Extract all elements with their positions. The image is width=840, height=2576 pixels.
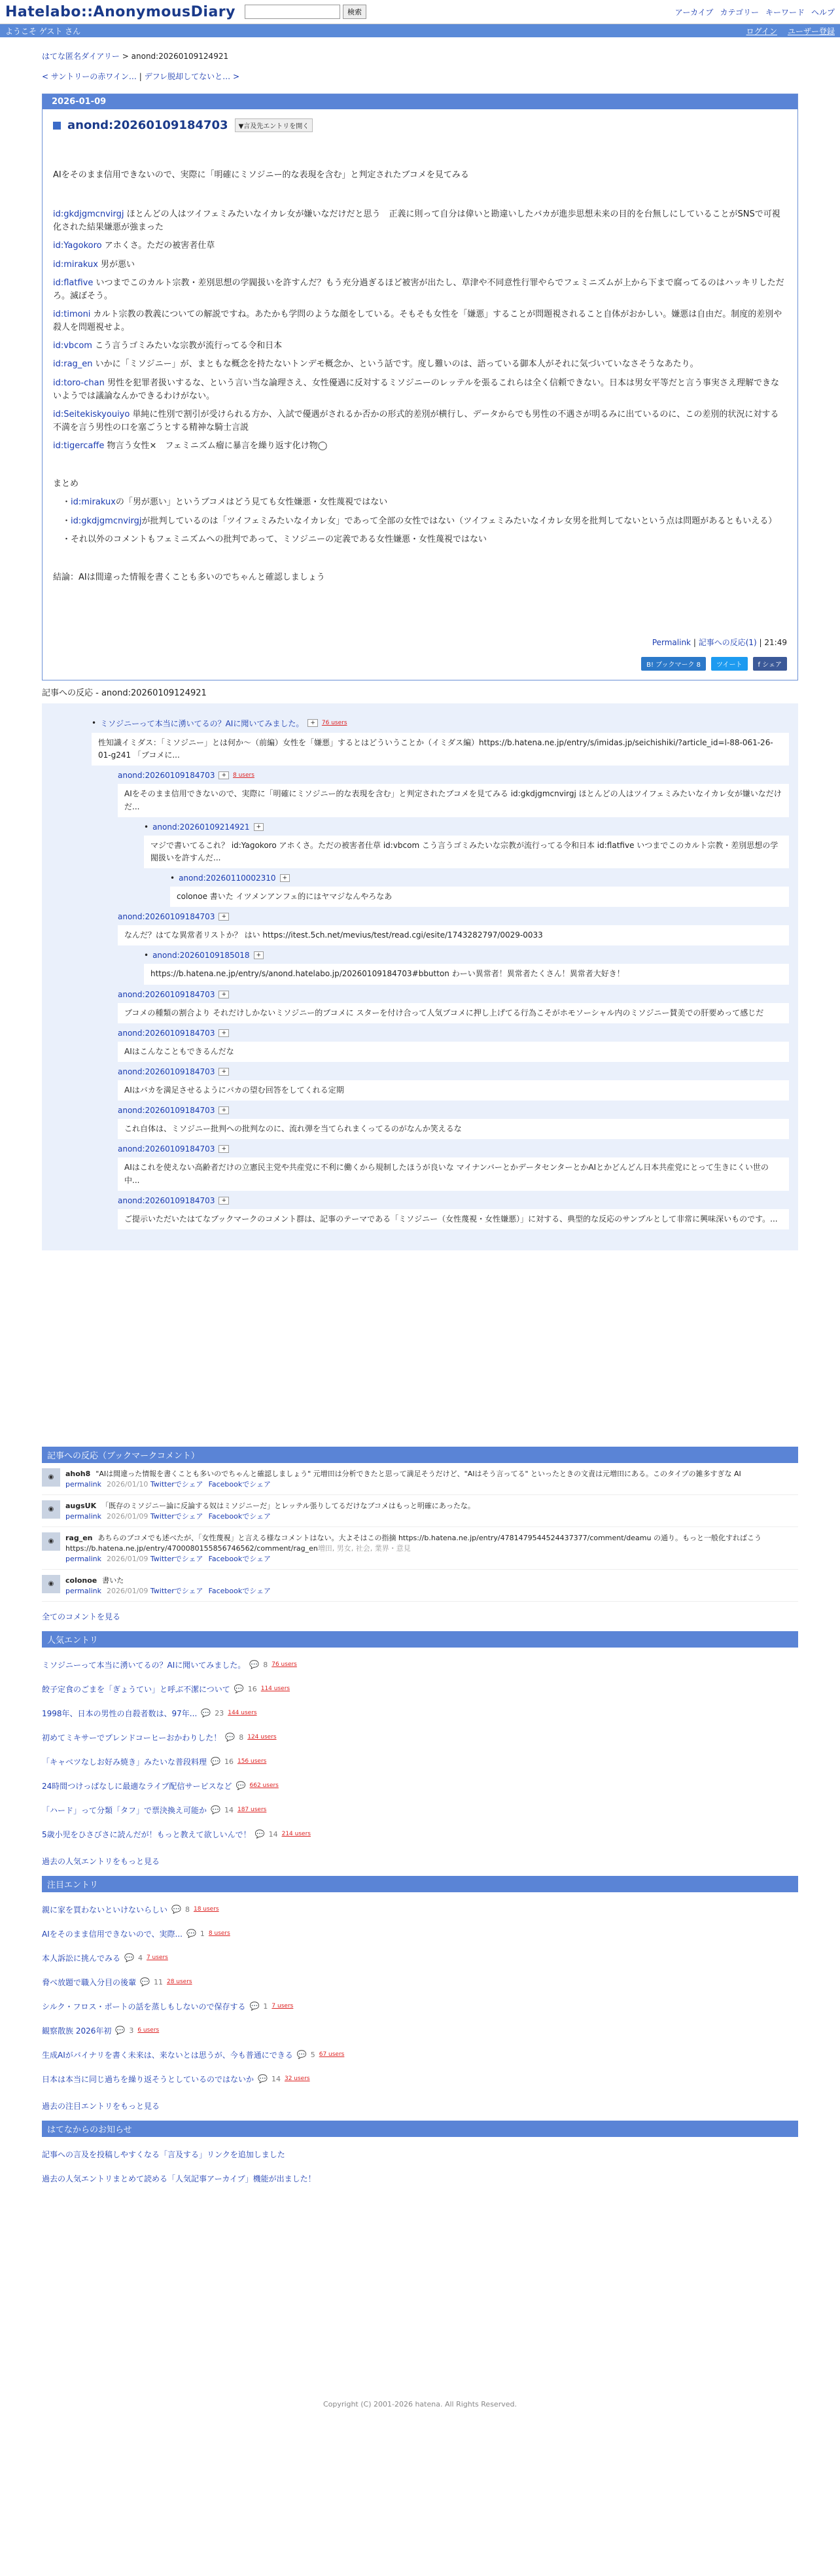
bookmark-button-icon[interactable]: + (219, 991, 229, 998)
share-button[interactable]: B! ブックマーク 8 (641, 657, 706, 671)
bookmark-meta (65, 1553, 798, 1564)
top-bar (0, 0, 840, 24)
comment-count: 4 (137, 1953, 143, 1962)
notable-section-title: 注目エントリ (42, 1876, 798, 1892)
register-link[interactable]: ユーザー登録 (787, 26, 835, 36)
share-button[interactable]: f シェア (753, 657, 788, 671)
bookmark-date: 2026/01/09 (107, 1554, 149, 1563)
comment-line (53, 277, 787, 303)
comment-bubble-icon: 💬 (124, 1953, 134, 1963)
comment-user-link[interactable]: id:tigercaffe (53, 441, 105, 451)
bookmark-button-icon[interactable]: + (254, 823, 264, 831)
entry-list-item (42, 2067, 798, 2091)
conclusion: 結論：AIは間違った情報を書くことも多いのでちゃんと確認しましょう (53, 572, 325, 582)
share-bar (53, 657, 787, 671)
bookmark-users-count[interactable]: 32 users (284, 2075, 310, 2083)
comment-line (53, 408, 787, 434)
reaction-node (65, 912, 789, 945)
comment-count: 16 (247, 1684, 257, 1693)
comment-bubble-icon: 💬 (201, 1708, 211, 1718)
notice-section-title: はてなからのお知らせ (42, 2121, 798, 2137)
reaction-node (65, 951, 789, 984)
entry-list-link[interactable]: AIをそのまま信用できないので、実際... (42, 1929, 183, 1939)
reaction-quote: AIをそのまま信用できないので、実際に「明確にミソジニー的な表現を含む」と判定されたブコメを見てみる id:gkdjgmcnvirgj ほとんどの人はツイフェミみたいなイカレ女が嫌いなだけだ... (118, 784, 789, 817)
bookmark-users-count[interactable]: 124 users (247, 1734, 277, 1741)
comment-bubble-icon: 💬 (249, 2002, 260, 2011)
reaction-header (118, 990, 789, 999)
bookmark-comment (42, 1495, 798, 1527)
notice-list (42, 2142, 798, 2191)
comment-bubble-icon: 💬 (258, 2074, 268, 2084)
reaction-title-link[interactable]: anond:20260109184703 (118, 771, 215, 781)
help-link[interactable]: ヘルプ (811, 7, 835, 17)
comment-user-link[interactable]: id:vbcom (53, 341, 92, 351)
comment-bubble-icon: 💬 (236, 1781, 246, 1791)
reactions-title: 記事への反応 - anond:20260109124921 (42, 688, 207, 698)
entry-list-item (42, 1750, 798, 1774)
facebook-share-link[interactable]: Facebookでシェア (208, 1479, 271, 1489)
bullet-icon: • (92, 718, 97, 728)
comment-bubble-icon: 💬 (234, 1684, 244, 1694)
permalink[interactable]: Permalink (652, 637, 691, 647)
reaction-header (144, 951, 789, 960)
comment-count: 1 (263, 2002, 268, 2011)
comment-count: 5 (310, 2050, 315, 2059)
bookmark-permalink[interactable]: permalink (65, 1511, 101, 1521)
comment-line (53, 358, 787, 371)
avatar[interactable]: ◉ (42, 1500, 60, 1519)
comment-user-link[interactable]: id:mirakux (53, 259, 98, 270)
entry-time: 21:49 (764, 637, 787, 647)
facebook-share-link[interactable]: Facebookでシェア (208, 1554, 271, 1563)
breadcrumb-current: anond:20260109124921 (131, 52, 229, 61)
bookmark-button-icon[interactable]: + (280, 874, 290, 882)
comment-text: こう言うゴミみたいな宗教が流行ってる令和日本 (92, 341, 283, 351)
avatar[interactable]: ◉ (42, 1575, 60, 1593)
entry-list-link[interactable]: シルク・フロス・ポートの話を蒸しもしないので保存する (42, 2002, 246, 2011)
comment-line (53, 340, 787, 353)
facebook-share-link[interactable]: Facebookでシェア (208, 1586, 271, 1595)
facebook-share-link[interactable]: Facebookでシェア (208, 1511, 271, 1521)
bookmark-users-count[interactable]: 144 users (228, 1710, 257, 1717)
bookmark-users-count[interactable]: 662 users (249, 1782, 279, 1790)
bookmark-date: 2026/01/09 (107, 1586, 149, 1595)
reaction-header (118, 1029, 789, 1038)
next-entry-link[interactable]: デフレ脱却してないと… > (144, 72, 240, 81)
comment-bubble-icon: 💬 (254, 1829, 265, 1839)
reaction-quote: ご提示いただいたはてなブックマークのコメント群は、記事のテーマである「ミソジニー（女性蔑視・女性嫌悪）」に対する、典型的な反応のサンプルとして非常に興味深いものです。... (118, 1209, 789, 1229)
notice-link[interactable]: 記事への言及を投稿しやすくなる「言及する」リンクを追加しました (42, 2149, 285, 2159)
bookmark-content (65, 1532, 798, 1564)
bookmark-users-count[interactable]: 7 users (146, 1954, 168, 1962)
comment-bubble-icon: 💬 (225, 1733, 236, 1742)
reaction-quote: AIはバカを満足させるようにバカの望む回答をしてくれる定期 (118, 1080, 789, 1101)
entry-list-item (42, 1725, 798, 1750)
comment-user-link[interactable]: id:toro-chan (53, 378, 105, 388)
comment-line (53, 239, 787, 253)
bookmark-section-title: 記事への反応（ブックマークコメント） (42, 1447, 798, 1463)
open-reference-button[interactable]: ▼言及先エントリを開く (235, 118, 313, 132)
notice-link[interactable]: 過去の人気エントリまとめて読める「人気記事アーカイブ」機能が出ました！ (42, 2174, 316, 2183)
popular-more-link[interactable]: 過去の人気エントリをもっと見る (42, 1856, 160, 1866)
popular-section-title: 人気エントリ (42, 1631, 798, 1648)
entry-title-row (53, 118, 787, 132)
comment-text: 男が悪い (97, 259, 135, 270)
bookmark-text: あちらのブコメでも述べたが、「女性蔑視」と言える様なコメントはない。大よそはこの指摘 https://b.hatena.ne.jp/entry/4781479544524437377/comment/deamu の通り。もっと一般化すればこう https://b.hatena.ne.jp/entry/4700080155856746562/comment/rag_en (65, 1533, 761, 1553)
bookmark-users-count[interactable]: 214 users (281, 1831, 311, 1838)
bookmark-meta (65, 1479, 741, 1489)
bookmark-list (42, 1463, 798, 1602)
bookmark-permalink[interactable]: permalink (65, 1479, 101, 1489)
entry-list-link[interactable]: 24時間つけっぱなしに最適なライブ配信サービスなど (42, 1781, 232, 1791)
bookmark-permalink[interactable]: permalink (65, 1586, 101, 1595)
comment-line (53, 377, 787, 403)
summary-text: が批判しているのは「ツイフェミみたいなイカレ女」であって全部の女性ではない（ツイフェミみたいなイカレ女男を批判してないという点は問題があるともいえる） (141, 516, 777, 526)
comment-count: 8 (239, 1733, 244, 1742)
bookmark-date: 2026/01/09 (107, 1511, 149, 1521)
prev-entry-link[interactable]: < サントリーの赤ワイン… (42, 72, 137, 81)
bookmark-permalink[interactable]: permalink (65, 1554, 101, 1563)
comment-count: 3 (129, 2026, 134, 2035)
pager: < サントリーの赤ワイン… | デフレ脱却してないと… > (42, 72, 240, 81)
share-button[interactable]: ツイート (711, 657, 748, 671)
bookmark-button-icon[interactable]: + (219, 771, 229, 779)
twitter-share-link[interactable]: Twitterでシェア (150, 1511, 203, 1521)
comment-text: 男性を犯罪者扱いするな、という言い当な論理さえ、女性優遇に反対するミソジニーのレッテルを張るこれらは全く信頼できない。日本は男女平等だと言う事実さえ理解できないようでは議論なんかできるわけがない。 (53, 378, 779, 401)
day-date: 2026-01-09 (43, 94, 797, 109)
comment-user-link[interactable]: id:flatfive (53, 277, 94, 288)
entry-list-item (42, 1822, 798, 1846)
notable-list (42, 1897, 798, 2091)
comment-text: アホくさ。ただの被害者仕草 (101, 241, 215, 251)
comment-text: カルト宗教の教義についての解説ですね。あたかも学問のような顔をしている。そもそも女性を「嫌悪」することが問題視されること自体がおかしい。嫌悪は自由だ。制度的差別や殺人を問題視せよ。 (53, 309, 782, 333)
day-section (42, 94, 798, 680)
welcome-text: ようこそ ゲスト さん (5, 26, 81, 36)
bookmark-users-count[interactable]: 8 users (233, 772, 254, 779)
summary-item: ・id:mirakuxの「男が悪い」というブコメはどう見ても女性嫌悪・女性蔑視ではない (62, 497, 388, 508)
reaction-title-link[interactable]: anond:20260110002310 (179, 873, 276, 883)
entry-list-item (42, 1897, 798, 1922)
comment-bubble-icon: 💬 (140, 1977, 150, 1987)
bookmark-line (65, 1468, 741, 1479)
entry-list-link[interactable]: 親に家を買わないといけないらしい (42, 1905, 168, 1914)
bookmark-tags: 増田, 男女, 社会, 業界・意見 (317, 1544, 411, 1553)
reaction-header (144, 822, 789, 832)
bookmark-users-count[interactable]: 18 users (193, 1906, 219, 1913)
category-link[interactable]: カテゴリー (720, 7, 759, 17)
bookmark-text: 「既存のミソジニー論に反論する奴はミソジニーだ」とレッテル張りしてるだけなブコメはもっと明確にあったな。 (101, 1501, 475, 1510)
entry-list-link[interactable]: 「キャベツなしお好み焼き」みたいな普段料理 (42, 1757, 207, 1767)
breadcrumb: はてな匿名ダイアリー > anond:20260109124921 (42, 52, 229, 61)
entry-title[interactable]: anond:20260109184703 (67, 118, 228, 132)
reaction-header (118, 1106, 789, 1115)
entry-footer: Permalink | 記事への反応(1) | 21:49 (652, 637, 787, 647)
comment-count: 8 (263, 1660, 268, 1669)
popular-list (42, 1653, 798, 1846)
reaction-title-link[interactable]: anond:20260109184703 (118, 1195, 215, 1205)
bookmark-users-count[interactable]: 67 users (319, 2051, 345, 2058)
summary-user-link[interactable]: id:gkdjgmcnvirgj (71, 516, 142, 526)
reaction-header (92, 718, 789, 729)
entry-list-link[interactable]: 1998年、日本の男性の自殺者数は、97年... (42, 1708, 198, 1718)
reaction-node (65, 1196, 789, 1229)
bookmark-user[interactable]: ahoh8 (65, 1469, 91, 1478)
bookmark-content (65, 1500, 475, 1521)
reaction-header (118, 1144, 789, 1154)
comment-bubble-icon: 💬 (211, 1757, 220, 1767)
summary-user-link[interactable]: id:mirakux (71, 497, 116, 508)
entry-list-link[interactable]: 餃子定食のごまを「ぎょうてい」と呼ぶ不潔について (42, 1684, 230, 1694)
reaction-quote: https://b.hatena.ne.jp/entry/s/anond.hatelabo.jp/20260109184703#bbutton わーい異常者！異常者たくさん！異常者大好き！ (144, 964, 789, 984)
bookmark-meta (65, 1511, 475, 1521)
comment-line (53, 440, 787, 453)
comment-text: 単純に性別で割引が受けられる方か、入試で優遇がされるか否かの形式的差別が横行し、データからでも男性の不遇さが明るみに出ているのに、この差別的状況に対する不満を言う男性の口を塞ごうとする精神な騎士言説 (53, 409, 779, 432)
bookmark-user[interactable]: augsUK (65, 1501, 97, 1510)
summary-text: の「男が悪い」というブコメはどう見ても女性嫌悪・女性蔑視ではない (115, 497, 388, 508)
entry-list-item (42, 2019, 798, 2043)
reactions-tree (42, 703, 798, 1250)
reaction-node (65, 718, 789, 766)
comment-text: 物言う女性× フェミニズム瘤に暴言を繰り返す化け物◯ (104, 441, 328, 451)
bookmark-users-count[interactable]: 6 users (137, 2027, 160, 2034)
summary-item: ・それ以外のコメントもフェミニズムへの批判であって、ミソジニーの定義である女性嫌悪・女性蔑視ではない (62, 534, 487, 544)
comment-line (53, 208, 787, 234)
entry-list-item (42, 1946, 798, 1970)
reaction-title-link[interactable]: ミソジニーって本当に湧いてるの？AIに聞いてみました。 (100, 718, 304, 728)
reaction-quote: AIはこれを使えない高齢者だけの立憲民主党や共産党に不利に働くから規制したほうが良いな マイナンバーとかデータセンターとかAIとかどんどん日本共産党にとって生きにくい世の中... (118, 1157, 789, 1190)
all-comments-link[interactable]: 全てのコメントを見る (42, 1612, 121, 1621)
bookmark-text: "AIは間違った情報を書くことも多いのでちゃんと確認しましょう" 元増田は分析できたと思って満足そうだけど、"AIはそう言ってる" といったときの文責は元増田にある。このタイプの雑多すぎな AI (96, 1469, 741, 1478)
comment-user-link[interactable]: id:timoni (53, 309, 91, 319)
reaction-node (65, 1106, 789, 1139)
summary-text: それ以外のコメントもフェミニズムへの批判であって、ミソジニーの定義である女性嫌悪・女性蔑視ではない (71, 534, 487, 544)
entry-list-link[interactable]: 観察散族 2026年初 (42, 2026, 112, 2036)
reaction-quote: なんだ？はてな異常者リストか？ はい https://itest.5ch.net/mevius/test/read.cgi/esite/1743282797/0029-0033 (118, 925, 789, 945)
breadcrumb-home[interactable]: はてな匿名ダイアリー (42, 52, 120, 61)
reaction-header (118, 1196, 789, 1205)
bookmark-button-icon[interactable]: + (219, 1029, 229, 1037)
reaction-node (65, 990, 789, 1023)
bookmark-button-icon[interactable]: + (219, 1145, 229, 1153)
entry-bullet-icon (53, 122, 61, 130)
bookmark-button-icon[interactable]: + (219, 1106, 229, 1114)
search-button[interactable]: 検索 (343, 5, 366, 19)
search-input[interactable] (245, 5, 340, 19)
notable-more-link[interactable]: 過去の注目エントリをもっと見る (42, 2101, 160, 2111)
bookmark-comment (42, 1527, 798, 1570)
reaction-title-link[interactable]: anond:20260109184703 (118, 1067, 215, 1077)
avatar[interactable]: ◉ (42, 1468, 60, 1487)
reaction-title-link[interactable]: anond:20260109214921 (152, 822, 250, 832)
comment-bubble-icon: 💬 (186, 1929, 196, 1939)
archive-link[interactable]: アーカイブ (674, 7, 714, 17)
bookmark-users-count[interactable]: 156 users (237, 1758, 267, 1765)
comment-count: 23 (215, 1708, 224, 1718)
welcome-bar (0, 24, 840, 37)
reaction-node (65, 1067, 789, 1101)
comment-user-link[interactable]: id:rag_en (53, 359, 93, 370)
reaction-quote: これ自体は、ミソジニー批判への批判なのに、流れ弾を当てられまくってるのがなんか笑えるな (118, 1119, 789, 1139)
comment-bubble-icon: 💬 (249, 1660, 260, 1670)
reaction-title-link[interactable]: anond:20260109184703 (118, 989, 215, 999)
entry-list-link[interactable]: 5歳小児をひさびさに読んだが！もっと教えて欲しいんで！ (42, 1829, 251, 1839)
entry-list-item (42, 1798, 798, 1822)
bookmark-date: 2026/01/10 (107, 1479, 149, 1489)
comment-text: いかに「ミソジニー」が、まともな概念を持たないトンデモ概念か、という話です。度し難いのは、語っている御本人がそれに気づいていなさそうなあたり。 (92, 359, 699, 370)
notice-item (42, 2142, 798, 2166)
twitter-share-link[interactable]: Twitterでシェア (150, 1554, 203, 1563)
entry-list-link[interactable]: 本人訴訟に挑んでみる (42, 1953, 121, 1963)
comment-bubble-icon: 💬 (171, 1905, 181, 1914)
reaction-quote: 性知識イミダス：「ミソジニー」とは何か〜（前編）女性を「嫌悪」するとはどういうことか（イミダス編）https://b.hatena.ne.jp/entry/s/imidas.jp/seichishiki/?article_id=l-88-061-26-01-g241 「ブコメに... (92, 733, 789, 766)
reaction-node (65, 822, 789, 868)
bookmark-button-icon[interactable]: + (219, 1197, 229, 1205)
entry-list-link[interactable]: ミソジニーって本当に湧いてるの？AIに聞いてみました。 (42, 1660, 246, 1670)
bookmark-line (65, 1500, 475, 1511)
bookmark-users-count[interactable]: 114 users (260, 1685, 290, 1693)
comment-bubble-icon: 💬 (115, 2026, 126, 2036)
bookmark-comment (42, 1570, 798, 1602)
reaction-quote: AIはこんなこともできるんだな (118, 1042, 789, 1062)
comment-bubble-icon: 💬 (296, 2050, 307, 2060)
refs-link[interactable]: 記事への反応(1) (698, 637, 757, 647)
bookmark-button-icon[interactable]: + (307, 719, 318, 727)
bookmark-users-count[interactable]: 187 users (237, 1807, 267, 1814)
reaction-title-link[interactable]: anond:20260109184703 (118, 912, 215, 922)
bookmark-meta (65, 1585, 276, 1596)
comment-count: 8 (184, 1905, 190, 1914)
entry-list-item (42, 2043, 798, 2067)
bookmark-users-count[interactable]: 76 users (321, 720, 347, 727)
reaction-header (118, 771, 789, 780)
entry-list-item (42, 1922, 798, 1946)
bookmark-button-icon[interactable]: + (219, 1068, 229, 1076)
comment-line (53, 258, 787, 272)
bookmark-users-count[interactable]: 7 users (271, 2003, 294, 2010)
bookmark-button-icon[interactable]: + (254, 951, 264, 959)
comment-count: 11 (153, 1977, 163, 1986)
avatar[interactable]: ◉ (42, 1532, 60, 1551)
entry-list-item (42, 1970, 798, 1994)
comment-count: 14 (268, 1829, 278, 1839)
reaction-title-link[interactable]: anond:20260109184703 (118, 1106, 215, 1116)
bookmark-users-count[interactable]: 28 users (166, 1979, 192, 1986)
bookmark-button-icon[interactable]: + (219, 913, 229, 921)
entry-list-item (42, 1994, 798, 2019)
comment-count: 14 (271, 2074, 281, 2083)
login-link[interactable]: ログイン (746, 26, 777, 36)
reaction-header (170, 873, 789, 883)
comment-user-link[interactable]: id:Seitekiskyouiyo (53, 409, 130, 419)
comment-bubble-icon: 💬 (211, 1805, 220, 1815)
entry-list-item (42, 1701, 798, 1725)
reaction-header (118, 1067, 789, 1076)
bookmark-content (65, 1468, 741, 1489)
bookmark-line (65, 1575, 276, 1585)
twitter-share-link[interactable]: Twitterでシェア (150, 1586, 203, 1595)
bookmark-line (65, 1532, 798, 1553)
comment-line (53, 308, 787, 334)
reaction-node (65, 873, 789, 907)
bullet-icon: • (144, 951, 149, 961)
reaction-node (65, 771, 789, 817)
comment-count: 1 (200, 1929, 205, 1938)
bookmark-user[interactable]: colonoe (65, 1576, 97, 1585)
notice-item (42, 2166, 798, 2191)
twitter-share-link[interactable]: Twitterでシェア (150, 1479, 203, 1489)
bookmark-user[interactable]: rag_en (65, 1533, 93, 1542)
bookmark-comment (42, 1463, 798, 1495)
reaction-quote: マジで書いてるこれ？ id:Yagokoro アホくさ。ただの被害者仕草 id:vbcom こう言うゴミみたいな宗教が流行ってる令和日本 id:flatfive いつまでこのカルト宗教・差別思想の学閥扱いを許すんだ... (144, 836, 789, 868)
reaction-title-link[interactable]: anond:20260109185018 (152, 951, 250, 961)
comment-user-link[interactable]: id:gkdjgmcnvirgj (53, 209, 124, 220)
entry-list-link[interactable]: 脅べ放題で職入分目の後輩 (42, 1977, 137, 1987)
bookmark-users-count[interactable]: 76 users (271, 1661, 297, 1668)
entry-list-item (42, 1653, 798, 1677)
copyright: Copyright (C) 2001-2026 hatena. All Rights Reserved. (323, 2399, 517, 2408)
entry-body (53, 169, 787, 584)
keyword-link[interactable]: キーワード (765, 7, 805, 17)
comment-count: 14 (224, 1805, 234, 1814)
comment-text: いつまでこのカルト宗教・差別思想の学閥扱いを許すんだ？もう充分過ぎるほど被害が出たし、草津や不同意性行罪やらでフェミニズムが上から下まで腐ってるのはハッキリしただろ。滅ぼそう。 (53, 277, 784, 301)
top-links (675, 7, 835, 18)
entry-list-item (42, 1774, 798, 1798)
summary-title: まとめ (53, 479, 79, 489)
bookmark-users-count[interactable]: 8 users (208, 1930, 230, 1937)
entry-list-link[interactable]: 初めてミキサーでプレンドコーヒーおかわりした！ (42, 1733, 222, 1742)
comment-text: ほとんどの人はツイフェミみたいなイカレ女が嫌いなだけだと思う 正義に則って自分は偉いと勘違いしたバカが進歩思想未来の目的を台無しにしていることがSNSで可視化された結果嫌悪が強まった (53, 209, 780, 233)
entry-list-link[interactable]: 「ハード」って分類「タフ」で票決換え可能か (42, 1805, 207, 1815)
site-logo[interactable]: Hatelabo::AnonymousDiary (5, 3, 236, 20)
reaction-header (118, 912, 789, 921)
comment-user-link[interactable]: id:Yagokoro (53, 241, 102, 251)
entry-lead: AIをそのまま信用できないので、実際に「明確にミソジニー的な表現を含む」と判定されたブコメを見てみる (53, 170, 469, 180)
reaction-node (65, 1144, 789, 1190)
entry-list-link[interactable]: 日本は本当に同じ過ちを繰り返そうとしているのではないか (42, 2074, 254, 2084)
bookmark-text: 書いた (102, 1576, 124, 1585)
reaction-title-link[interactable]: anond:20260109184703 (118, 1144, 215, 1154)
reaction-quote: colonoe 書いた イツメンアンフェ的にはヤマジなんやろなあ (170, 887, 789, 907)
reaction-title-link[interactable]: anond:20260109184703 (118, 1028, 215, 1038)
bookmark-content (65, 1575, 276, 1596)
comment-count: 16 (224, 1757, 234, 1766)
bullet-icon: • (170, 873, 175, 883)
bullet-icon: • (144, 822, 149, 832)
entry-list-link[interactable]: 生成AIがバイナリを書く未来は、来ないとは思うが、今も普通にできる (42, 2050, 293, 2060)
entry-list-item (42, 1677, 798, 1701)
summary-item: ・id:gkdjgmcnvirgjが批判しているのは「ツイフェミみたいなイカレ女」であって全部の女性ではない（ツイフェミみたいなイカレ女男を批判してないという点は問題があるともいえる） (62, 516, 777, 526)
reaction-node (65, 1029, 789, 1062)
reaction-quote: ブコメの種類の割合より それだけしかないミソジニー的ブコメに スターを付け合って人気ブコメに押し上げてる行為こそがホモソーシャル内のミソジニー賛美での肝要めって感じだ (118, 1003, 789, 1023)
